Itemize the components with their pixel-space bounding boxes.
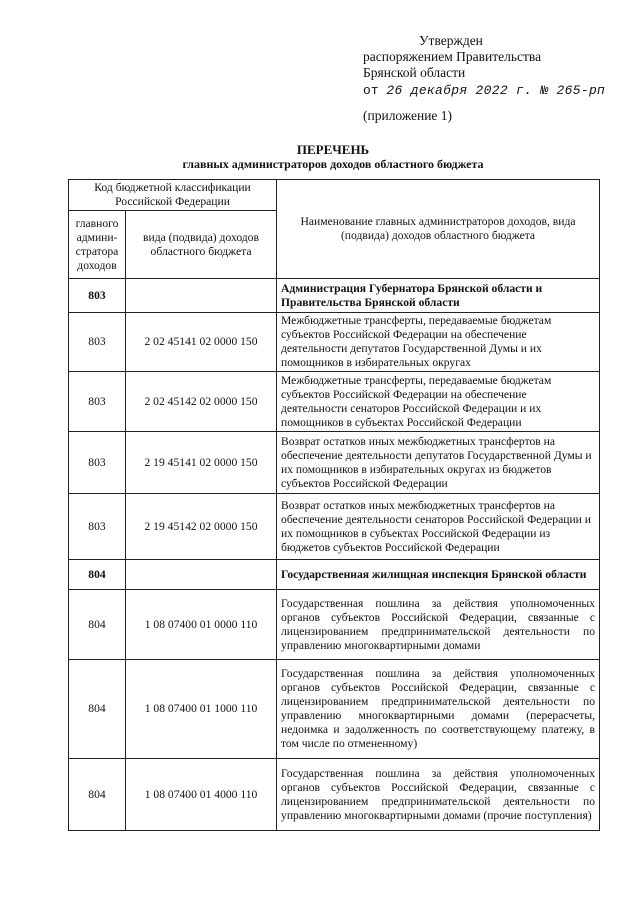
name-cell: Государственная жилищная инспекция Брянской области xyxy=(277,560,600,590)
table-row xyxy=(69,560,600,590)
revenue-code-cell: 2 19 45142 02 0000 150 xyxy=(126,494,277,560)
admin-code-cell: 804 xyxy=(69,660,126,759)
approval-date-value: 26 декабря 2022 г. № 265-рп xyxy=(386,83,606,98)
revenue-code-cell: 1 08 07400 01 1000 110 xyxy=(126,660,277,759)
name-cell: Государственная пошлина за действия уполномоченных органов субъектов Российской Федерации, связанные с лицензированием предпринимательской деятельности по управлению многоквартирными домами xyxy=(277,590,600,660)
admin-code-cell: 804 xyxy=(69,759,126,831)
name-cell: Возврат остатков иных межбюджетных трансфертов на обеспечение деятельности сенаторов Российской Федерации и их помощников в субъектах Российской Федерации из бюджетов субъектов Российской Федерации xyxy=(277,494,600,560)
name-cell: Межбюджетные трансферты, передаваемые бюджетам субъектов Российской Федерации на обеспечение деятельности депутатов Государственной Думы и их помощников в избирательных округах xyxy=(277,313,600,372)
document-title: ПЕРЕЧЕНЬ xyxy=(296,142,370,157)
revenue-code-cell: 2 19 45141 02 0000 150 xyxy=(126,432,277,494)
table-row xyxy=(69,590,600,660)
header-revenue-code: вида (подвида) доходов областного бюджета xyxy=(126,211,277,279)
admin-code-cell: 803 xyxy=(69,313,126,372)
appendix-label: (приложение 1) xyxy=(363,108,453,123)
name-cell: Администрация Губернатора Брянской области и Правительства Брянской области xyxy=(277,279,600,313)
approval-block xyxy=(363,33,623,99)
header-admin-code: главного админи-стратора доходов xyxy=(69,211,126,279)
name-cell: Возврат остатков иных межбюджетных трансфертов на обеспечение деятельности депутатов Государственной Думы и их помощников в избирательных округах из бюджетов субъектов Российской Федерации xyxy=(277,432,600,494)
admin-code-cell: 803 xyxy=(69,432,126,494)
table-row xyxy=(69,279,600,313)
table-row xyxy=(69,494,600,560)
document-subtitle: главных администраторов доходов областного бюджета xyxy=(182,157,484,171)
table-row xyxy=(69,372,600,432)
revenue-code-cell xyxy=(126,560,277,590)
admin-code-cell: 803 xyxy=(69,494,126,560)
revenue-code-cell xyxy=(126,279,277,313)
table-row xyxy=(69,313,600,372)
header-classification-code: Код бюджетной классификации Российской Федерации xyxy=(69,180,277,211)
admin-code-cell: 804 xyxy=(69,560,126,590)
table-header-row xyxy=(69,180,600,211)
approval-line-2: Брянской области xyxy=(363,65,466,80)
name-cell: Межбюджетные трансферты, передаваемые бюджетам субъектов Российской Федерации на обеспечение деятельности сенаторов Российской Федерации и их помощников в субъектах Российской Федерации xyxy=(277,372,600,432)
table-row xyxy=(69,432,600,494)
approval-title: Утвержден xyxy=(419,33,483,48)
admin-code-cell: 803 xyxy=(69,279,126,313)
header-name: Наименование главных администраторов доходов, вида (подвида) доходов областного бюджета xyxy=(277,180,600,279)
revenue-code-cell: 2 02 45141 02 0000 150 xyxy=(126,313,277,372)
approval-date-prefix: от xyxy=(363,83,379,98)
name-cell: Государственная пошлина за действия уполномоченных органов субъектов Российской Федерации, связанные с лицензированием предпринимательской деятельности по управлению многоквартирными домами (перерасчеты, недоимка и задолженность по соответствующему платежу, в том числе по отмененному) xyxy=(277,660,600,759)
name-cell: Государственная пошлина за действия уполномоченных органов субъектов Российской Федерации, связанные с лицензированием предпринимательской деятельности по управлению многоквартирными домами (прочие поступления) xyxy=(277,759,600,831)
table-row xyxy=(69,759,600,831)
approval-line-1: распоряжением Правительства xyxy=(363,49,542,64)
administrators-table xyxy=(68,179,600,831)
approval-date xyxy=(363,83,623,99)
table-row xyxy=(69,660,600,759)
revenue-code-cell: 1 08 07400 01 4000 110 xyxy=(126,759,277,831)
revenue-code-cell: 1 08 07400 01 0000 110 xyxy=(126,590,277,660)
admin-code-cell: 804 xyxy=(69,590,126,660)
revenue-code-cell: 2 02 45142 02 0000 150 xyxy=(126,372,277,432)
admin-code-cell: 803 xyxy=(69,372,126,432)
